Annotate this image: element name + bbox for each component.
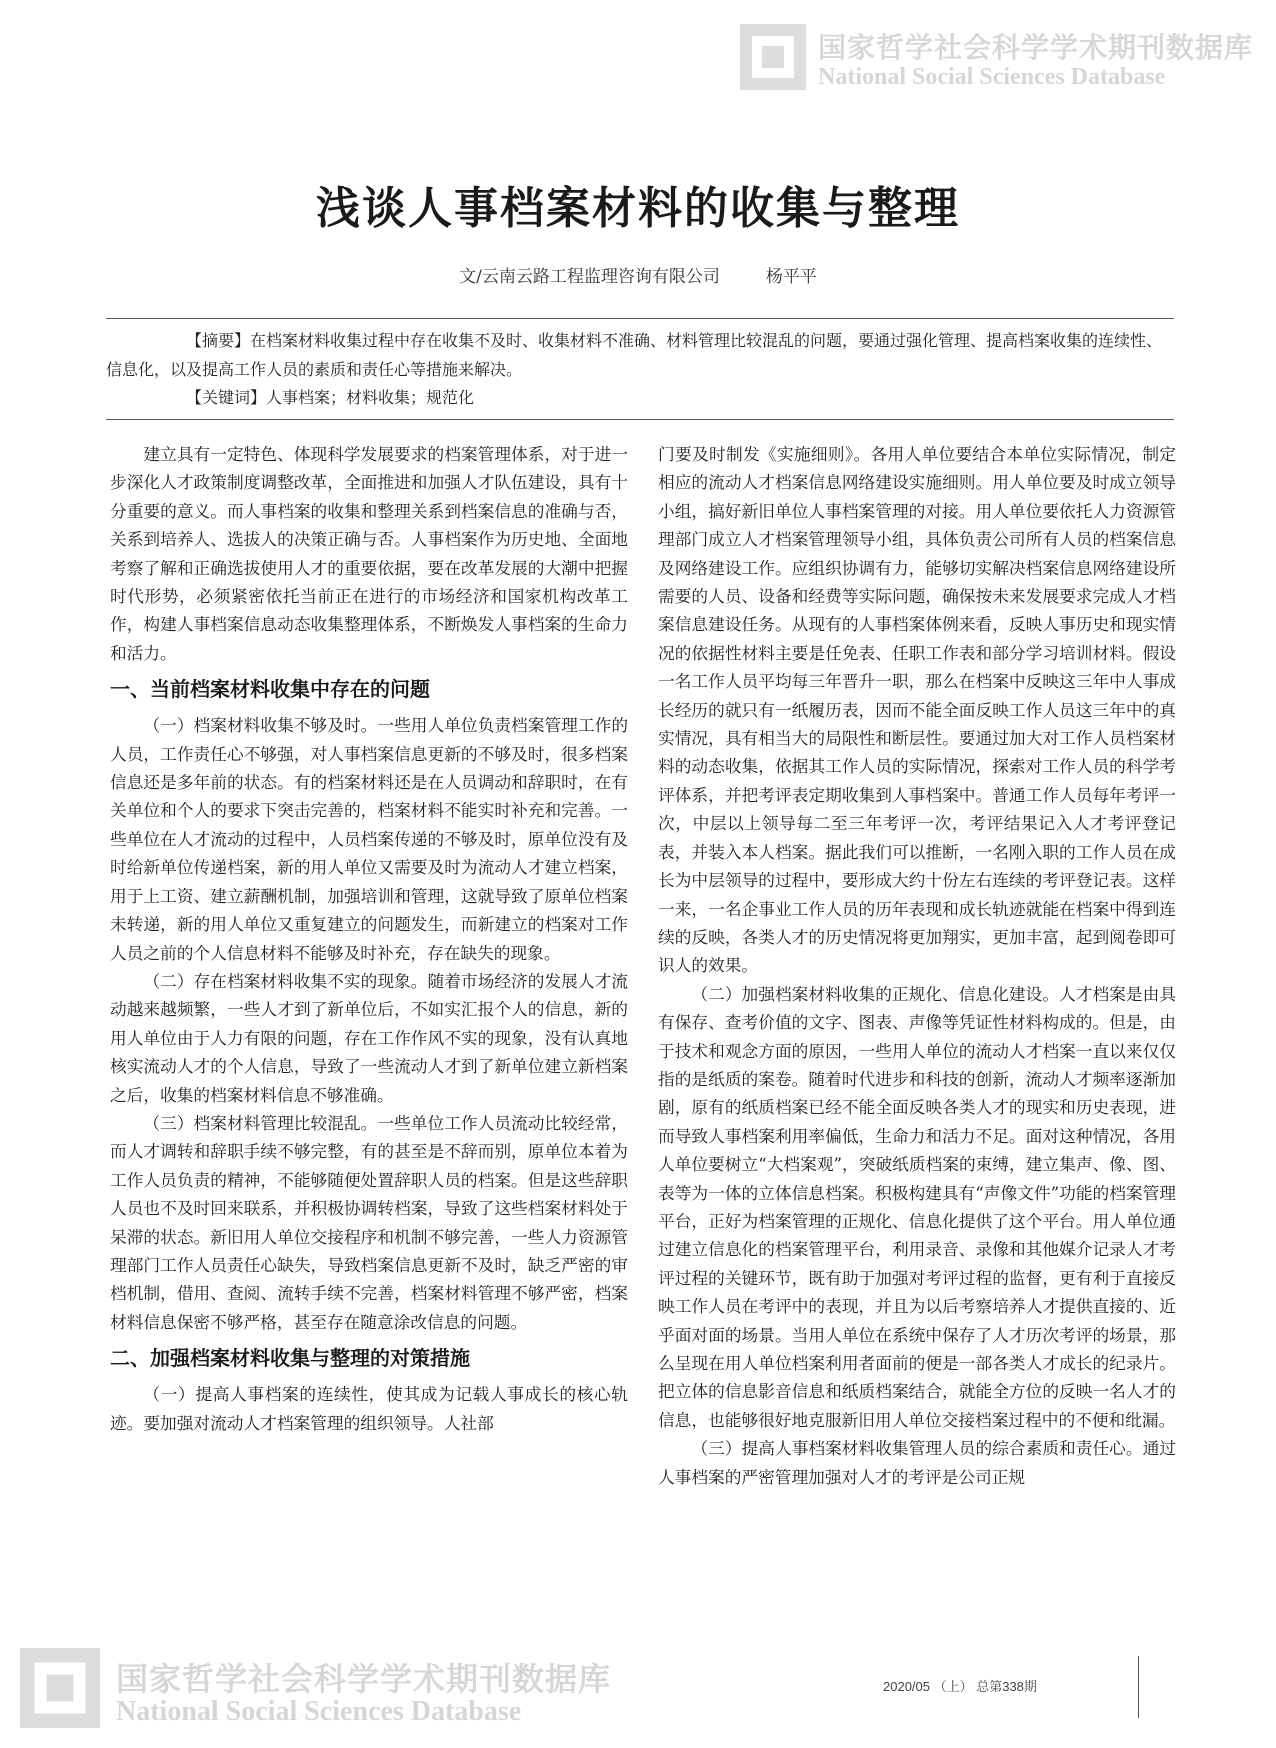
watermark-en-text: National Social Sciences Database <box>116 1696 522 1727</box>
paragraph-lead: （二）存在档案材料收集不实的现象。 <box>143 970 428 991</box>
paragraph-body: 要加强对流动人才档案管理的组织领导。人社部 <box>143 1412 494 1433</box>
left-column <box>110 440 628 1437</box>
paragraph-lead: （三）提高人事档案材料收集管理人员的综合素质和责任心。 <box>691 1438 1143 1459</box>
paragraph-body: 通过人事档案的严密管理加强对人才的考评是公司正规 <box>658 1438 1177 1487</box>
watermark-bottom <box>20 1648 612 1738</box>
keywords <box>106 384 1174 413</box>
keywords-text: 人事档案；材料收集；规范化 <box>266 388 475 407</box>
abstract <box>106 319 1174 384</box>
issue-info: 2020/05 （上） 总第338期 <box>883 1679 1037 1694</box>
paragraph-body: 一些单位工作人员流动比较经常，而人才调转和辞职手续不够完整，有的甚至是不辞而别，原单位本着为工作人员负责的精神，不能够随便处置辞职人员的档案。但是这些辞职人员也不及时回来联系，并积极协调转档案，导致了这些档案材料处于呆滞的状态。新旧用人单位交接程序和机制不够完善，一些人力资源管理部门工作人员责任心缺失，导致档案信息更新不及时，缺乏严密的审档机制，借用、查阅、流转手续不完善，档案材料管理不够严密，档案材料信息保密不够严格，甚至存在随意涂改信息的问题。 <box>110 1112 629 1332</box>
paragraph-body: 随着市场经济的发展人才流动越来越频繁，一些人才到了新单位后，不如实汇报个人的信息，新的用人单位由于人力有限的问题，存在工作作风不实的现象，没有认真地核实流动人才的个人信息，导致了一些流动人才到了新单位建立新档案之后，收集的档案材料信息不够准确。 <box>110 970 628 1105</box>
database-logo-icon <box>740 24 806 90</box>
paragraph-lead: （一）提高人事档案的连续性，使其成为记载人事成长的核心轨迹。 <box>110 1384 628 1433</box>
paragraph <box>110 711 628 967</box>
keywords-label: 【关键词】 <box>186 390 267 407</box>
watermark-en-text: National Social Sciences Database <box>818 64 1166 90</box>
watermark-cn-text: 国家哲学社会科学学术期刊数据库 <box>818 32 1254 63</box>
abstract-box <box>106 318 1174 420</box>
paragraph-continued: 门要及时制发《实施细则》。各用人单位要结合本单位实际情况，制定相应的流动人才档案信息网络建设实施细则。用人单位要及时成立领导小组，搞好新旧单位人事档案管理的对接。用人单位要依托人力资源管理部门成立人才档案管理领导小组，具体负责公司所有人员的档案信息及网络建设工作。应组织协调有力，能够切实解决档案信息网络建设所需要的人员、设备和经费等实际问题，确保按未来发展要求完成人才档案信息建设任务。从现有的人事档案体例来看，反映人事历史和现实情况的依据性材料主要是任免表、任职工作表和部分学习培训材料。假设一名工作人员平均每三年晋升一职，那么在档案中反映这三年中人事成长经历的就只有一纸履历表，因而不能全面反映工作人员这三年中的真实情况，具有相当大的局限性和断层性。要通过加大对工作人员档案材料的动态收集，依据其工作人员的实际情况，探索对工作人员的科学考评体系，并把考评表定期收集到人事档案中。普通工作人员每年考评一次，中层以上领导每二至三年考评一次，考评结果记入人才考评登记表，并装入本人档案。据此我们可以推断，一名刚入职的工作人员在成长为中层领导的过程中，要形成大约十份左右连续的考评登记表。这样一来，一名企事业工作人员的历年表现和成长轨迹就能在档案中得到连续的反映，各类人才的历史情况将更加翔实，更加丰富，起到阅卷即可识人的效果。 <box>658 444 1176 976</box>
right-column <box>658 440 1176 1491</box>
paragraph <box>110 1109 628 1336</box>
section-heading-2: 二、加强档案材料收集与整理的对策措施 <box>110 1348 470 1371</box>
paragraph-lead: （二）加强档案材料收集的正规化、信息化建设。 <box>691 983 1060 1004</box>
paragraph-lead: （三）档案材料管理比较混乱。 <box>143 1112 378 1133</box>
paragraph <box>658 1434 1176 1491</box>
paragraph <box>110 1380 628 1437</box>
watermark-cn-text: 国家哲学社会科学学术期刊数据库 <box>116 1661 612 1697</box>
paragraph-body: 一些用人单位负责档案管理工作的人员，工作责任心不够强，对人事档案信息更新的不够及时，很多档案信息还是多年前的状态。有的档案材料还是在人员调动和辞职时，在有关单位和个人的要求下突击完善的，档案材料不能实时补充和完善。一些单位在人才流动的过程中，人员档案传递的不够及时，原单位没有及时给新单位传递档案，新的用人单位又需要及时为流动人才建立档案，用于上工资、建立薪酬机制，加强培训和管理，这就导致了原单位档案未转递，新的用人单位又重复建立的问题发生，而新建立的档案对工作人员之前的个人信息材料不能够及时补充，存在缺失的现象。 <box>110 715 629 963</box>
byline-author: 杨平平 <box>765 267 817 287</box>
database-logo-icon <box>20 1648 100 1728</box>
section-heading-1: 一、当前档案材料收集中存在的问题 <box>110 679 430 702</box>
paragraph <box>658 980 1176 1435</box>
abstract-label: 【摘要】 <box>186 333 251 350</box>
watermark-top <box>740 24 1260 100</box>
paragraph-lead: （一）档案材料收集不够及时。 <box>143 715 378 736</box>
byline-organization: 文/云南云路工程监理咨询有限公司 <box>459 267 720 287</box>
paragraph-body: 人才档案是由具有保存、查考价值的文字、图表、声像等凭证性材料构成的。但是，由于技术和观念方面的原因，一些用人单位的流动人才档案一直以来仅仅指的是纸质的案卷。随着时代进步和科技的创新，流动人才频率逐渐加剧，原有的纸质档案已经不能全面反映各类人才的现实和历史表现，进而导致人事档案利用率偏低，生命力和活力不足。面对这种情况，各用人单位要树立“大档案观”，突破纸质档案的束缚，建立集声、像、图、表等为一体的立体信息档案。积极构建具有“声像文件”功能的档案管理平台，正好为档案管理的正规化、信息化提供了这个平台。用人单位通过建立信息化的档案管理平台，利用录音、录像和其他媒介记录人才考评过程的关键环节，既有助于加强对考评过程的监督，更有利于直接反映工作人员在考评中的表现，并且为以后考察培养人才提供直接的、近乎面对面的场景。当用人单位在系统中保存了人才历次考评的场景，那么呈现在用人单位档案利用者面前的便是一部各类人才成长的纪录片。把立体的信息影音信息和纸质档案结合，就能全方位的反映一名人才的信息，也能够很好地克服新旧用人单位交接档案过程中的不便和纰漏。 <box>658 983 1177 1430</box>
byline <box>0 262 1276 287</box>
footer-divider <box>1138 1656 1139 1718</box>
article-title: 浅谈人事档案材料的收集与整理 <box>316 183 960 234</box>
abstract-text: 在档案材料收集过程中存在收集不及时、收集材料不准确、材料管理比较混乱的问题，要通过强化管理、提高档案收集的连续性、信息化，以及提高工作人员的素质和责任心等措施来解决。 <box>106 331 1163 379</box>
intro-paragraph: 建立具有一定特色、体现科学发展要求的档案管理体系，对于进一步深化人才政策制度调整改革，全面推进和加强人才队伍建设，具有十分重要的意义。而人事档案的收集和整理关系到档案信息的准确与否，关系到培养人、选拔人的决策正确与否。人事档案作为历史地、全面地考察了解和正确选拔使用人才的重要依据，要在改革发展的大潮中把握时代形势，必须紧密依托当前正在进行的市场经济和国家机构改革工作，构建人事档案信息动态收集整理体系，不断焕发人事档案的生命力和活力。 <box>110 444 628 663</box>
paragraph <box>110 967 628 1109</box>
